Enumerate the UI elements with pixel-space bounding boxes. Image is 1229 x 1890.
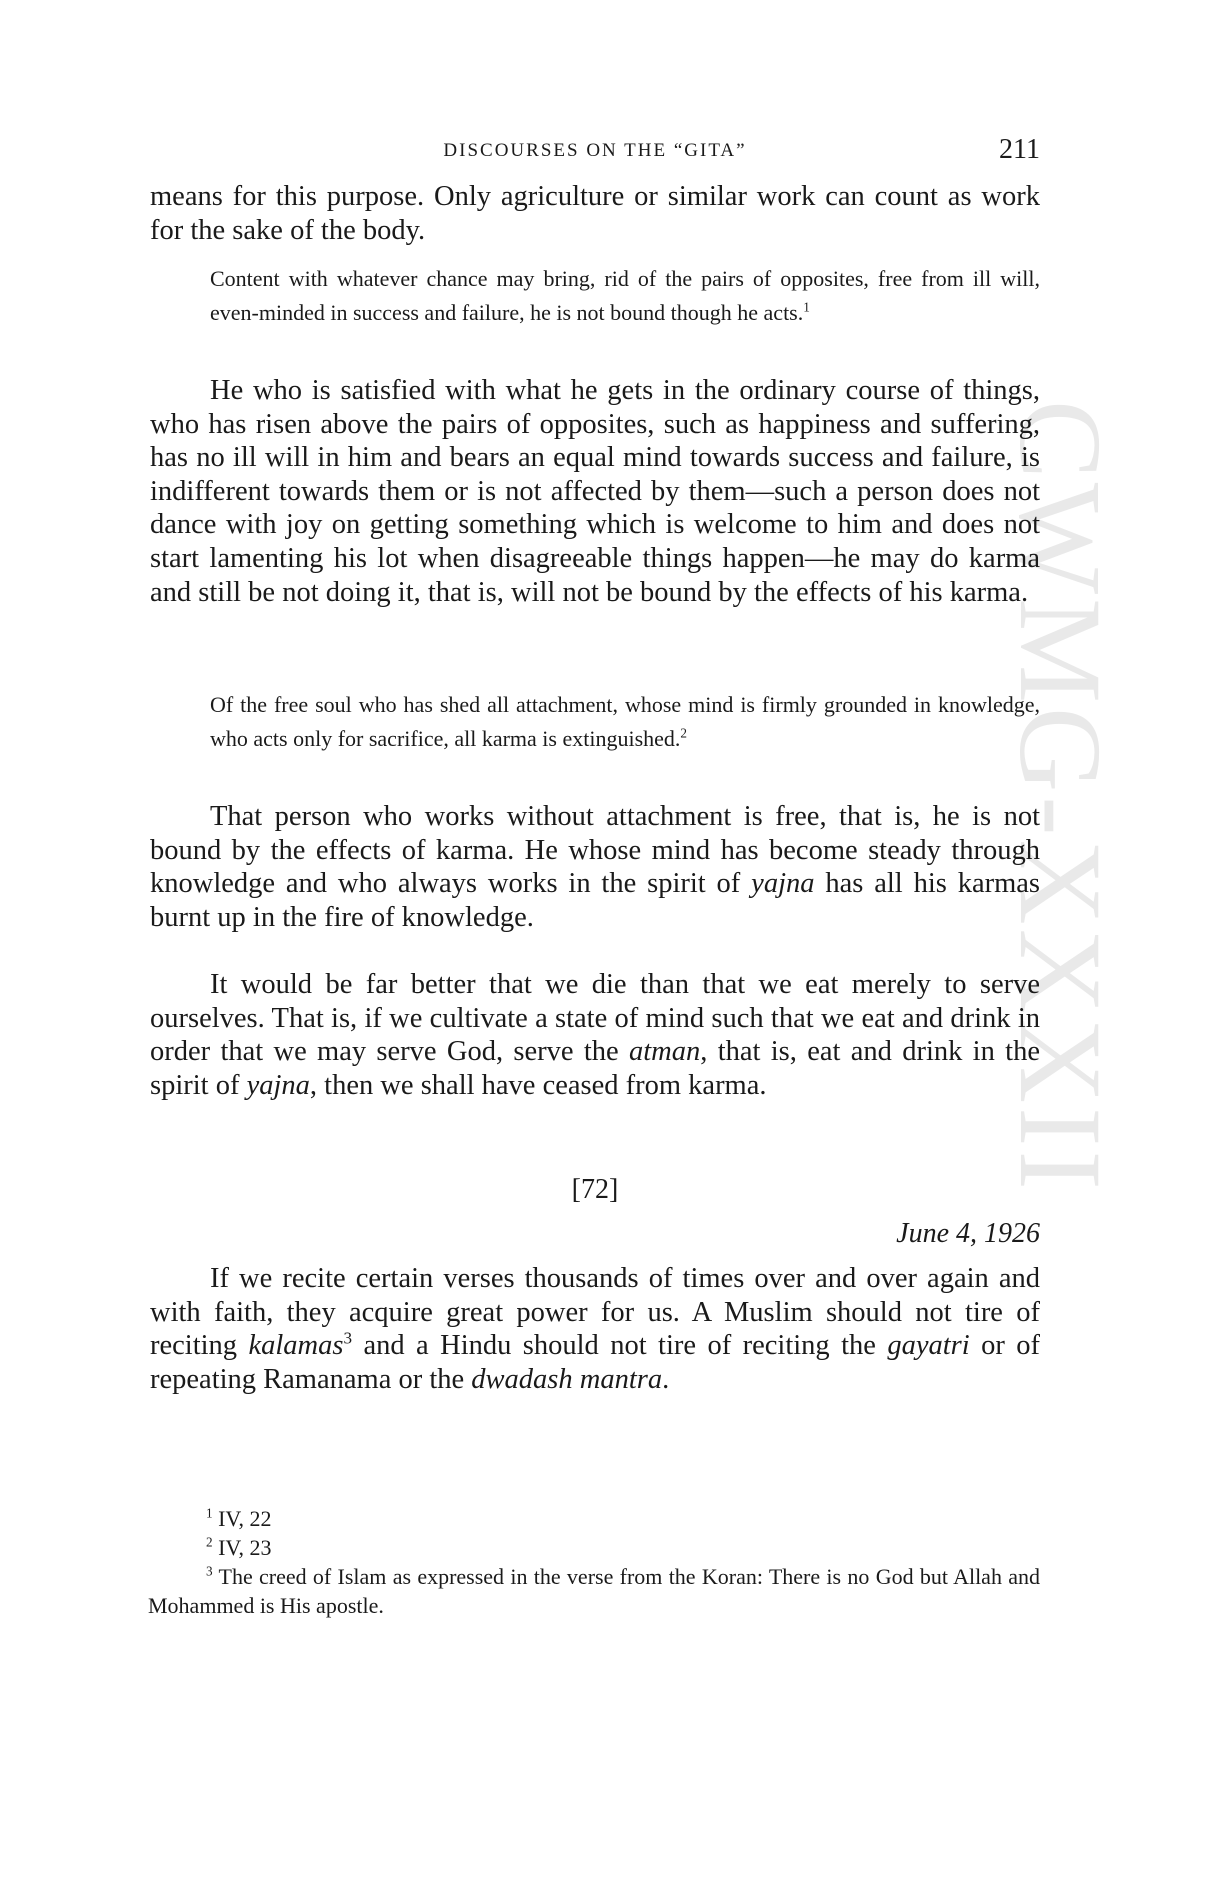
paragraph-5-part-d: .: [662, 1363, 670, 1395]
entry-date: June 4, 1926: [896, 1218, 1040, 1249]
paragraph-4-part-b: , that is, eat and drink in the spirit of: [150, 1036, 1040, 1101]
paragraph-2: He who is satisfied with what he gets in the ordinary course of things, who has risen above the pairs of opposites, such as happiness and suffering, has no ill will in him and bears an equal mind towards success and failure, is indifferent towards them or is not affected by them—such a person does not dance with joy on getting something which is welcome to him and does not start lamenting his lot when disagreeable things happen—he may do karma and still be not doing it, that is, will not be bound by the effects of his karma.: [150, 375, 1040, 608]
footnote-number: 1: [206, 1505, 213, 1521]
footnotes: [148, 1504, 1040, 1620]
paragraph-5-part-a: If we recite certain verses thousands of times over and over again and with faith, they acquire great power for us. A Muslim should not tire of reciting: [150, 1263, 1040, 1362]
footnote-text: IV, 22: [218, 1506, 272, 1531]
paragraph-4: [150, 968, 1040, 1102]
paragraph-5: [150, 1262, 1040, 1396]
paragraph-3-part-b: has all his karmas burnt up in the fire of knowledge.: [150, 868, 1040, 933]
watermark: CWMG-XXXII: [995, 400, 1126, 1194]
verse-quote-1-text: Content with whatever chance may bring, rid of the pairs of opposites, free from ill will, even-minded in success and failure, he is not bound though he acts.: [210, 266, 1040, 325]
page-header: [150, 134, 1040, 170]
paragraph-4-part-c: , then we shall have ceased from karma.: [309, 1069, 767, 1101]
paragraph-5-part-c: or of repeating Ramanama or the: [150, 1330, 1041, 1395]
paragraph-4-part-a: It would be far better that we die than that we eat merely to serve ourselves. That is, if we cultivate a state of mind such that we eat and drink in order that we may serve God, serve the: [150, 969, 1040, 1068]
page-number: 211: [999, 134, 1040, 165]
running-head: DISCOURSES ON THE “GITA”: [443, 140, 747, 161]
paragraph-3-part-a: That person who works without attachment is free, that is, he is not bound by the effects of karma. He whose mind has become steady through knowledge and who always works in the spirit of: [150, 801, 1040, 900]
paragraph-1: means for this purpose. Only agriculture or similar work can count as work for the sake of the body.: [150, 181, 1040, 246]
paragraph-5-part-b: and a Hindu should not tire of reciting the: [352, 1330, 888, 1362]
footnote-number: 3: [206, 1563, 213, 1579]
term-yajna-2: yajna: [246, 1069, 310, 1101]
footnote-ref-2: 2: [680, 725, 688, 741]
verse-quote-2-text: Of the free soul who has shed all attachment, whose mind is firmly grounded in knowledge, who acts only for sacrifice, all karma is extinguished.: [210, 692, 1040, 751]
footnote-ref-1: 1: [803, 299, 810, 315]
footnote-text: IV, 23: [218, 1535, 272, 1560]
footnote-number: 2: [206, 1534, 213, 1550]
footnote-1: [148, 1504, 1040, 1533]
footnote-text: The creed of Islam as expressed in the verse from the Koran: There is no God but Allah and Mohammed is His apostle.: [148, 1564, 1041, 1618]
verse-quote-1: [210, 262, 1040, 329]
footnote-ref-3: 3: [343, 1328, 353, 1348]
term-gayatri: gayatri: [887, 1330, 970, 1362]
footnote-2: [148, 1533, 1040, 1562]
term-kalamas: kalamas: [248, 1330, 344, 1362]
term-yajna: yajna: [751, 868, 815, 900]
term-dwadash-mantra: dwadash mantra: [471, 1363, 663, 1395]
footnote-3: [148, 1562, 1040, 1620]
entry-number: [72]: [571, 1174, 619, 1205]
paragraph-3: [150, 800, 1040, 934]
verse-quote-2: [210, 688, 1040, 755]
term-atman: atman: [629, 1036, 701, 1068]
